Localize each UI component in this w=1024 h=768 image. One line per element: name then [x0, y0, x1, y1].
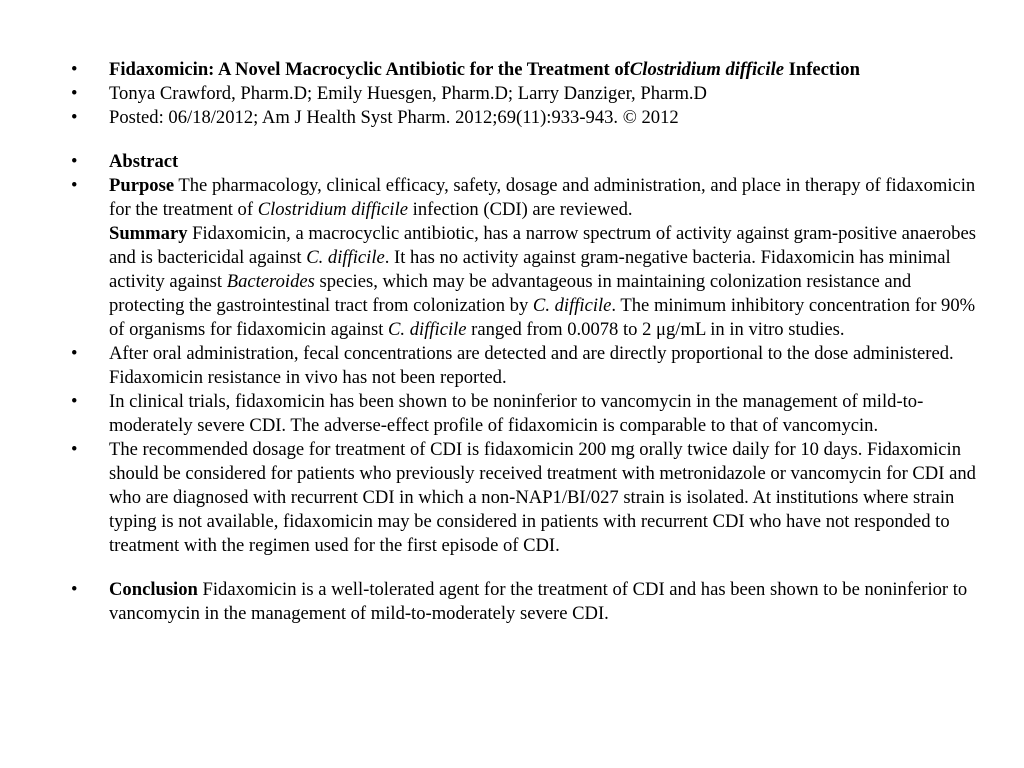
- bullet-dot: •: [71, 83, 78, 104]
- purpose-bullet: [0, 174, 1024, 342]
- bullet-dot: •: [71, 59, 78, 80]
- bullet-dot: •: [71, 439, 78, 460]
- authors: Tonya Crawford, Pharm.D; Emily Huesgen, Pharm.D; Larry Danziger, Pharm.D: [109, 83, 707, 104]
- spacer: [0, 130, 1024, 150]
- bullet-list: [0, 58, 1024, 626]
- article-title: Fidaxomicin: A Novel Macrocyclic Antibiotic for the Treatment ofClostridium difficile Infection: [109, 59, 860, 80]
- dosage-bullet: [0, 438, 1024, 558]
- abstract-heading: Abstract: [109, 151, 179, 172]
- abstract-bullet: [0, 150, 1024, 174]
- oral-admin-bullet: [0, 342, 1024, 390]
- summary-paragraph: Summary Fidaxomicin, a macrocyclic antibiotic, has a narrow spectrum of activity against gram-positive anaerobes and is bactericidal against C. difficile. It has no activity against gram-negative bacteria. Fidaxomicin has minimal activity against Bacteroides species, which may be advantageous in maintaining colonization resistance and protecting the gastrointestinal tract from colonization by C. difficile. The minimum inhibitory concentration for 90% of organisms for fidaxomicin against C. difficile ranged from 0.0078 to 2 μg/mL in in vitro studies.: [109, 223, 976, 340]
- title-bullet: [0, 58, 1024, 82]
- conclusion-label: Conclusion: [109, 579, 198, 600]
- bullet-dot: •: [71, 579, 78, 600]
- purpose-label: Purpose: [109, 175, 175, 196]
- citation: Posted: 06/18/2012; Am J Health Syst Pharm. 2012;69(11):933-943. © 2012: [109, 107, 679, 128]
- bullet-dot: •: [71, 107, 78, 128]
- slide-content: [0, 58, 1024, 626]
- bullet-dot: •: [71, 391, 78, 412]
- authors-bullet: [0, 82, 1024, 106]
- conclusion-text: Fidaxomicin is a well-tolerated agent for the treatment of CDI and has been shown to be noninferior to vancomycin in the management of mild-to-moderately severe CDI.: [109, 579, 968, 624]
- conclusion-bullet: [0, 578, 1024, 626]
- clinical-trials-bullet: [0, 390, 1024, 438]
- bullet-dot: •: [71, 175, 78, 196]
- posted-bullet: [0, 106, 1024, 130]
- clinical-trials-text: In clinical trials, fidaxomicin has been shown to be noninferior to vancomycin in the management of mild-to-moderately severe CDI. The adverse-effect profile of fidaxomicin is comparable to that of vancomycin.: [109, 391, 924, 436]
- oral-admin-text: After oral administration, fecal concentrations are detected and are directly proportional to the dose administered. Fidaxomicin resistance in vivo has not been reported.: [109, 343, 954, 388]
- spacer: [0, 558, 1024, 578]
- summary-label: Summary: [109, 223, 188, 244]
- bullet-dot: •: [71, 343, 78, 364]
- purpose-paragraph: Purpose The pharmacology, clinical efficacy, safety, dosage and administration, and place in therapy of fidaxomicin for the treatment of Clostridium difficile infection (CDI) are reviewed.: [109, 175, 976, 220]
- dosage-text: The recommended dosage for treatment of CDI is fidaxomicin 200 mg orally twice daily for 10 days. Fidaxomicin should be considered for patients who previously received treatment with metronidazole or vancomycin for CDI and who are diagnosed with recurrent CDI in which a non-NAP1/BI/027 strain is isolated. At institutions where strain typing is not available, fidaxomicin may be considered in patients with recurrent CDI who have not responded to treatment with the regimen used for the first episode of CDI.: [109, 439, 976, 556]
- bullet-dot: •: [71, 151, 78, 172]
